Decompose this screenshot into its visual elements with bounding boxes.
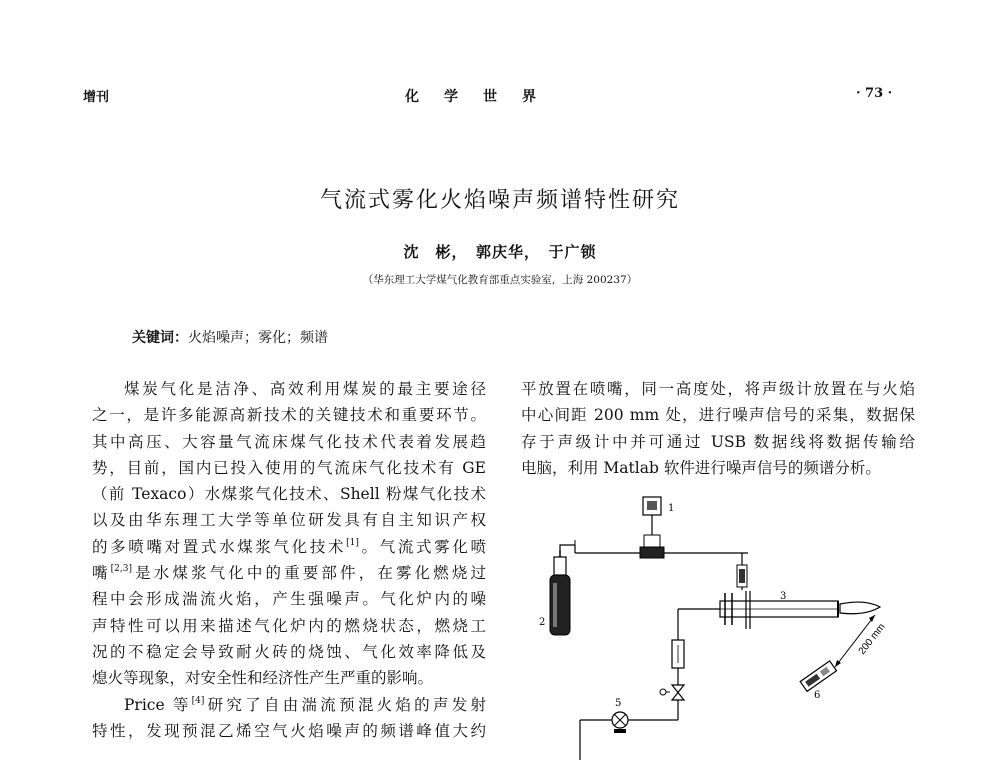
body-line [92, 560, 486, 586]
pressure-meter [640, 497, 664, 558]
body-line: 平放置在喷嘴，同一高度处，将声级计放置在与火焰 [521, 380, 915, 398]
body-line: （前 Texaco）水煤浆气化技术、Shell 粉煤气化技术 [92, 485, 486, 504]
burner-tube [720, 591, 838, 629]
body-line: 电脑，利用 Matlab 软件进行噪声信号的频谱分析。 [521, 458, 881, 477]
flame [840, 602, 880, 614]
sound-level-meter [800, 661, 836, 691]
body-line: 其中高压、大容量气流床煤气化技术代表着发展趋 [92, 432, 486, 451]
body-text: 嘴 [92, 564, 111, 583]
label-1: 1 [668, 503, 675, 514]
keywords-text: 火焰噪声；雾化；频谱 [188, 330, 328, 346]
gas-cylinder [550, 550, 570, 635]
page-number: · 73 · [856, 86, 893, 101]
body-text: 是水煤浆气化中的重要部件，在雾化燃烧过 [131, 564, 486, 583]
pump [612, 712, 628, 733]
label-3: 3 [780, 591, 787, 602]
body-line [92, 692, 486, 718]
left-column [92, 376, 486, 744]
apparatus-diagram [520, 495, 920, 760]
label-5: 5 [615, 698, 622, 709]
body-line: 之一，是许多能源高新技术的关键技术和重要环节。 [92, 406, 486, 425]
body-line: 程中会形成湍流火焰，产生强噪声。气化炉内的噪 [92, 590, 486, 609]
citation: [1] [346, 537, 359, 548]
body-line [92, 534, 486, 560]
body-text: 研究了自由湍流预混火焰的声发射 [204, 695, 486, 714]
distance-label: 200 mm [856, 621, 888, 657]
right-column [521, 376, 915, 481]
valve [672, 685, 684, 700]
citation: [4] [191, 695, 205, 706]
citation: [2,3] [110, 564, 132, 575]
authors: 沈 彬， 郭庆华， 于广锁 [403, 243, 597, 261]
body-text: 。气流式雾化喷 [358, 537, 486, 556]
label-6: 6 [814, 690, 821, 701]
body-line: 存于声级计中并可通过 USB 数据线将数据传输给 [521, 432, 915, 451]
body-line: 势，目前，国内已投入使用的气流床气化技术有 GE [92, 458, 486, 477]
affiliation: （华东理工大学煤气化教育部重点实验室，上海 200237） [362, 274, 638, 286]
body-line: 中心间距 200 mm 处，进行噪声信号的采集，数据保 [521, 406, 915, 425]
body-line: 煤炭气化是洁净、高效利用煤炭的最主要途径 [124, 380, 486, 398]
body-line: 以及由华东理工大学等单位研发具有自主知识产权 [92, 511, 486, 530]
body-line: 特性，发现预混乙烯空气火焰噪声的频谱峰值大约 [92, 721, 486, 740]
label-2: 2 [539, 617, 546, 628]
keywords-label: 关键词： [132, 330, 188, 346]
body-text: Price 等 [124, 695, 192, 714]
body-line: 况的不稳定会导致耐火砖的烧蚀、气化效率降低及 [92, 642, 486, 661]
journal-name: 化学世界 [405, 89, 561, 105]
keywords [132, 327, 328, 347]
body-line: 声特性可以用来描述气化炉内的燃烧状态，燃烧工 [92, 616, 486, 635]
body-line: 熄火等现象，对安全性和经济性产生严重的影响。 [92, 669, 434, 688]
running-header-left: 增刊 [83, 90, 110, 105]
body-text: 的多喷嘴对置式水煤浆气化技术 [92, 537, 347, 556]
paper-title: 气流式雾化火焰噪声频谱特性研究 [319, 188, 680, 213]
